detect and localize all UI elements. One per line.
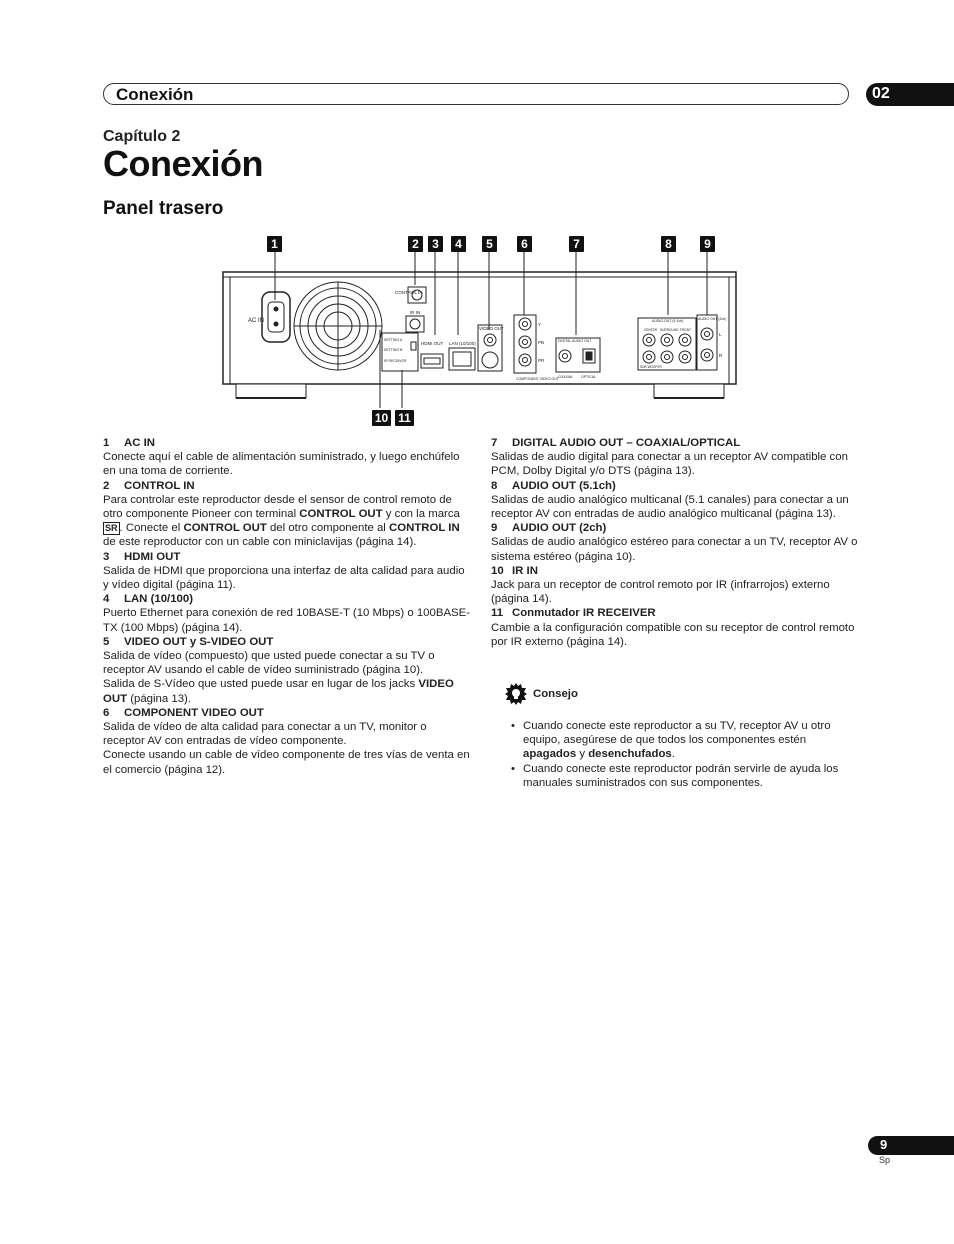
panel-setting-b-label: SETTING B <box>384 348 403 352</box>
rear-panel-diagram <box>220 230 740 430</box>
panel-component-label: COMPONENT VIDEO OUT <box>516 377 559 381</box>
header-section-title: Conexión <box>116 85 194 104</box>
item-8-text: Salidas de audio analógico multicanal (5.1 canales) para conectar a un receptor AV con entradas de audio analógico multicanal (página 13). <box>491 493 849 521</box>
panel-l-label: L <box>719 332 722 337</box>
tip-item-1: • Cuando conecte este reproductor a su TV, receptor AV u otro equipo, asegúrese de que todos los componentes estén apagados y desenchufados. <box>523 719 860 762</box>
page-language: Sp <box>879 1155 891 1165</box>
panel-subwoofer-label: SUB WOOFER <box>640 365 662 369</box>
callout-4: 4 <box>451 236 466 252</box>
item-9-heading: 9 AUDIO OUT (2ch) <box>491 522 607 535</box>
section-title: Panel trasero <box>103 198 224 219</box>
panel-front-label: FRONT <box>680 328 691 332</box>
tip-title: Consejo <box>533 687 578 700</box>
item-7-heading: 7 DIGITAL AUDIO OUT – COAXIAL/OPTICAL <box>491 437 741 449</box>
panel-audio-51-label: AUDIO OUT (5.1ch) <box>652 319 684 323</box>
page-number-tab <box>868 1136 954 1155</box>
item-1-text: Conecte aquí el cable de alimentación suministrado, y luego enchúfelo en una toma de corriente. <box>103 451 460 478</box>
callout-10: 10 <box>372 410 391 426</box>
page-number: 9 <box>880 1137 888 1152</box>
panel-hdmi-label: HDMI OUT <box>421 341 444 346</box>
item-6-text-2: Conecte usando un cable de vídeo componente de tres vías de venta en el comercio (página 12). <box>103 749 470 776</box>
panel-optical-label: OPTICAL <box>581 375 596 379</box>
panel-r-label: R <box>719 353 723 358</box>
chapter-number-tab <box>866 83 954 106</box>
panel-ir-receiver-label: IR RECEIVER <box>384 359 407 363</box>
panel-control-in-label: CONTROL IN <box>395 290 423 295</box>
item-1-heading: 1 AC IN <box>103 437 156 449</box>
panel-video-out-label: VIDEO OUT <box>479 326 504 331</box>
panel-digital-audio-label: DIGITAL AUDIO OUT <box>558 339 592 343</box>
callout-9: 9 <box>700 236 715 252</box>
item-6-heading: 6 COMPONENT VIDEO OUT <box>103 706 264 719</box>
callout-1: 1 <box>267 236 282 252</box>
callout-5: 5 <box>482 236 497 252</box>
item-11-heading: 11 Conmutador IR RECEIVER <box>491 607 656 620</box>
item-3-heading: 3 HDMI OUT <box>103 550 181 563</box>
item-8-heading: 8 AUDIO OUT (5.1ch) <box>491 479 616 492</box>
tip-box <box>505 683 860 790</box>
item-4-text: Puerto Ethernet para conexión de red 10BASE-T (10 Mbps) o 100BASE-TX (100 Mbps) (página 14). <box>103 607 471 634</box>
panel-coaxial-label: COAXIAL <box>558 375 574 379</box>
panel-surround-label: SURROUND <box>660 328 679 332</box>
sr-mark: SR <box>105 523 118 534</box>
panel-y-label: Y <box>538 322 542 327</box>
panel-pb-label: PB <box>538 340 545 345</box>
lightbulb-icon <box>505 683 527 705</box>
tip-list <box>505 719 860 790</box>
item-4-heading: 4 LAN (10/100) <box>103 593 194 606</box>
left-column <box>103 436 471 777</box>
right-column <box>491 436 858 649</box>
item-3-text: Salida de HDMI que proporciona una interfaz de alta calidad para audio y vídeo digital (página 11). <box>103 564 465 592</box>
tip-heading <box>505 683 860 705</box>
callout-6: 6 <box>517 236 532 252</box>
panel-setting-a-label: SETTING A <box>384 338 403 342</box>
callout-2: 2 <box>408 236 423 252</box>
callout-8: 8 <box>661 236 676 252</box>
panel-pr-label: PR <box>538 358 545 363</box>
item-5-text-2: Salida de S-Vídeo que usted puede usar en lugar de los jacks VIDEO OUT (página 13). <box>103 678 454 705</box>
callout-7: 7 <box>569 236 584 252</box>
item-7-text: Salidas de audio digital para conectar a un receptor AV compatible con PCM, Dolby Digital y/o DTS (página 13). <box>491 451 848 478</box>
item-10-text: Jack para un receptor de control remoto por IR (infrarrojos) externo (página 14). <box>491 579 830 606</box>
item-5-text: Salida de vídeo (compuesto) que usted puede conectar a su TV o receptor AV usando el cable de vídeo suministrado (página 10). <box>103 650 435 677</box>
item-2-heading: 2 CONTROL IN <box>103 479 195 492</box>
chapter-label: Capítulo 2 <box>103 128 181 145</box>
item-9-text: Salidas de audio analógico estéreo para conectar a un TV, receptor AV o sistema estéreo (página 10). <box>491 536 858 563</box>
panel-lan-label: LAN (10/100) <box>449 341 476 346</box>
chapter-number: 02 <box>872 85 890 102</box>
item-10-heading: 10 IR IN <box>491 564 538 577</box>
tip-item-2: • Cuando conecte este reproductor podrán servirle de ayuda los manuales suministrados con sus componentes. <box>523 762 860 790</box>
page-title: Conexión <box>103 143 264 184</box>
panel-ir-in-label: IR IN <box>410 310 421 315</box>
callout-3: 3 <box>428 236 443 252</box>
callout-11: 11 <box>395 410 414 426</box>
panel-ac-in-label: AC IN <box>248 318 265 324</box>
item-6-text: Salida de vídeo de alta calidad para conectar a un TV, monitor o receptor AV con entradas de vídeo componente. <box>103 721 427 748</box>
panel-audio-2ch-label: AUDIO OUT (2ch) <box>698 317 727 321</box>
item-2-text: Para controlar este reproductor desde el sensor de control remoto de otro componente Pioneer con terminal CONTROL OUT y con la marca SR . Conecte el CONTROL OUT del otro componente al CONTROL IN de este reproductor con un cable con miniclavijas (página 14). <box>103 493 460 549</box>
header-section-bar <box>103 83 849 105</box>
item-5-heading: 5 VIDEO OUT y S-VIDEO OUT <box>103 635 274 648</box>
item-11-text: Cambie a la configuración compatible con su receptor de control remoto por IR externo (página 14). <box>491 621 855 648</box>
panel-center-label: CENTER <box>644 328 658 332</box>
